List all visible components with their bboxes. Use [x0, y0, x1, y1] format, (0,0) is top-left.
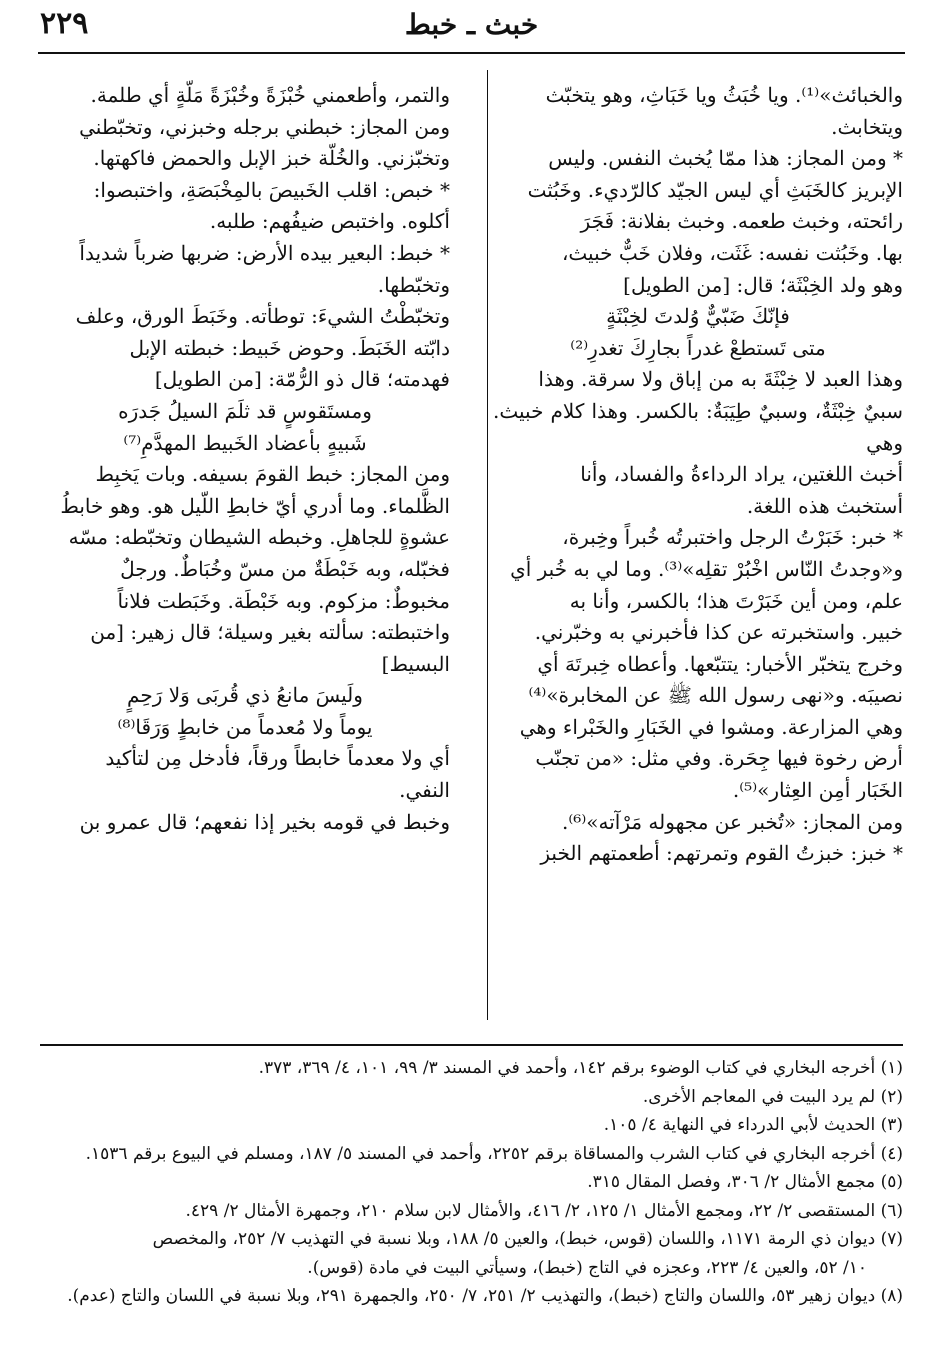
- footnote: (٦) المستقصى ٢/ ٢٢، ومجمع الأمثال ١/ ١٢٥، ٢/ ٤١٦، والأمثال لابن سلام ٢١٠، وجمهرة الأمثال ٢/ ٤٢٩.: [185, 1200, 903, 1221]
- footnote: ١٠/ ٥٢، والعين ٤/ ٢٢٣، وعجزه في التاج (خبط)، وسيأتي البيت في مادة (قوس).: [307, 1257, 867, 1278]
- footnote: (٣) الحديث لأبي الدرداء في النهاية ٤/ ١٠٥.: [603, 1115, 903, 1135]
- text-line: وتخبّطها.: [377, 272, 450, 297]
- text-line: وهذا العبد لا خِبْثَةَ به من إباق ولا سرقة. وهذا: [538, 367, 903, 392]
- text-line: وتخبّطْتُ الشيءَ: توطأته. وخَبَطَ الورق، وعلف: [75, 304, 450, 329]
- text-line: وهي المزارعة. ومشوا في الخَبَارِ والخَبْراء وهي: [519, 714, 903, 739]
- header-rule: [38, 52, 905, 54]
- text-line: أي ولا معدماً خابطاً ورقاً، فأدخل مِن لتأكيد: [105, 746, 450, 771]
- text-line: والخبائث»⁽¹⁾. ويا خُبَثُ ويا خَبَاثِ، وهو يتخبّث: [545, 83, 903, 107]
- text-line: ومن المجاز: «تُخبر عن مجهوله مَرْآته»⁽⁶⁾.: [562, 809, 903, 834]
- text-line: * خبز: خبزتُ القوم وتمرتهم: أطعمتهم الخبز: [540, 841, 903, 866]
- text-line: * خبر: خَبَرْتُ الرجل واختبرتُه خُبراً وخِبرة،: [562, 525, 903, 550]
- text-line: وخرج يتخبّر الأخبار: يتتبّعها. وأعطاه خِبرتَهَ أي: [537, 651, 903, 676]
- text-line: بها. وخَبُثت نفسه: غَثَت، وفلان خَبٌّ خبيث،: [561, 240, 903, 265]
- text-line: فخبّله، وبه خَبْطَةٌ من مسّ وخُبَاطٌ. ورجلٌ: [120, 556, 450, 581]
- footnote: (٨) ديوان زهير ٥٣، واللسان والتاج (خبط)، والتهذيب ٢/ ٢٥١، ٧/ ٢٥٠، والجمهرة ٢٩١، وبلا نسبة في اللسان والتاج (عدم).: [67, 1286, 903, 1306]
- text-line: شَبيهٍ بأعضاد الخَبيط المهدَّمِ⁽⁷⁾: [123, 430, 367, 455]
- footnotes: [40, 1054, 903, 1311]
- page-number: ٢٢٩: [40, 6, 89, 41]
- text-line: رائحته، وخبث طعمه. وخبث بفلانة: فَجَرَ: [580, 209, 903, 234]
- text-line: فهدمته؛ قال ذو الرُّمّة: [من الطويل]: [154, 367, 450, 392]
- text-line: أكلوه. واختبص ضيفُهم: طلبه.: [209, 209, 450, 234]
- text-line: أرض رخوة فيها جِحَرة. وفي مثل: «من تجنّب: [535, 746, 903, 771]
- footnote: (٧) ديوان ذي الرمة ١١٧١، واللسان (قوس، خبط)، والعين ٥/ ١٨٨، وبلا نسبة في التهذيب ٧/ ٢٥٢، والمخصص: [152, 1229, 903, 1249]
- text-line: ومستَقوسٍ قد ثلَمَ السيلُ جَدرَه: [118, 398, 372, 423]
- text-line: نصيبَه. و«نهى رسول الله ﷺ عن المخابرة»⁽⁴⁾: [528, 683, 903, 708]
- text-line: الظَّلماء. وما أدري أيّ خابطِ اللّيل هو. وهو خابطُ: [60, 493, 450, 518]
- footnote: (٢) لم يرد البيت في المعاجم الأخرى.: [642, 1086, 903, 1107]
- text-line: وخبط في قومه بخير إذا نفعهم؛ قال عمرو بن: [79, 809, 450, 834]
- text-line: ويتخابث.: [831, 114, 903, 139]
- footnote: (٥) مجمع الأمثال ٢/ ٣٠٦، وفصل المقال ٣١٥.: [587, 1172, 903, 1192]
- text-line: * خبط: البعير بيده الأرض: ضربها ضرباً شديداً: [79, 240, 450, 265]
- footnote: (٤) أخرجه البخاري في كتاب الشرب والمساقاة برقم ٢٢٥٢، وأحمد في المسند ٥/ ١٨٧، ومسلم في البيوع برقم ١٥٣٦.: [85, 1143, 903, 1164]
- text-line: علم، ومن أين خَبَرْتَ هذا؛ بالكسر، وأنا به: [569, 588, 903, 613]
- footnote-rule: [40, 1044, 903, 1046]
- text-line: خبير. واستخبرته عن كذا فأخبرني به وخبّرني.: [534, 620, 903, 645]
- column-divider: [487, 70, 488, 1020]
- footnote: (١) أخرجه البخاري في كتاب الوضوء برقم ١٤٢، وأحمد في المسند ٣/ ٩٩، ١٠١، ٤/ ٣٦٩، ٣٧٣.: [258, 1058, 903, 1078]
- text-line: متى تَستطعْ غدراً بجارِكَ تغدرِ⁽²⁾: [570, 335, 826, 360]
- text-line: أخبث اللغتين، يراد الرداءةُ والفساد، وأنا: [580, 462, 903, 487]
- text-line: ومن المجاز: خبطني برجله وخبزني، وتخبّطني: [79, 114, 450, 139]
- text-line: البسيط]: [381, 651, 450, 676]
- page-header: [40, 6, 903, 46]
- text-line: و«وجدتُ النّاس اخْبُرْ تقلِه»⁽³⁾. وما لي به خُبر أي: [510, 556, 903, 581]
- text-line: * خبص: اقلب الخَبيصَ بالمِخْبَصَةِ، واختبصوا:: [93, 177, 450, 202]
- text-line: وتخبّزني. والخُلّة خبز الإبل والحمض فاكهتها.: [93, 146, 450, 171]
- text-line: * ومن المجاز: هذا ممّا يُخبث النفس. وليس: [548, 146, 903, 171]
- text-line: وهو ولد الخِبْثَة؛ قال: [من الطويل]: [623, 272, 903, 297]
- text-line: والتمر، وأطعمني خُبْزَةً وخُبْزَةً مَلّةٍ أي طلمة.: [90, 83, 450, 107]
- body-columns: [40, 70, 903, 1020]
- text-line: واختبطته: سألته بغير وسيلة؛ قال زهير: [من: [90, 620, 450, 645]
- text-line: فإنّكَ ضَبّيٌّ وُلدتَ لخِبْثَةٍ: [606, 304, 790, 329]
- running-title: خبث ـ خبط: [404, 8, 539, 41]
- text-line: ولَيسَ مانعُ ذي قُربَى وَلا رَحِمٍ: [127, 683, 363, 708]
- text-line: الإبريز كالخَبَثِ أي ليس الجيّد كالرّديء. وخَبُثت: [527, 177, 903, 202]
- text-line: ومن المجاز: خبط القومَ بسيفه. وبات يَخبِط: [95, 462, 450, 487]
- right-column: [493, 80, 903, 1020]
- text-line: أستخبث هذه اللغة.: [746, 493, 903, 518]
- left-column: [40, 80, 450, 1020]
- text-line: مخبوطٌ: مزكوم. وبه خَبْطَة. وخَبَطت فلاناً: [117, 588, 450, 613]
- text-line: دابّته الخَبَطَ. وحوض خَبيط: خبطته الإبل: [129, 335, 450, 360]
- text-line: يوماً ولا مُعدماً من خابطٍ وَرَقَا⁽⁸⁾: [117, 714, 373, 739]
- text-line: سبيٌ خِبْثَةٌ، وسبيٌ طِيَبَةٌ: بالكسر. وهذا كلام خبيث. وهي: [493, 398, 903, 455]
- text-line: الخَبَار أمِن العِثار»⁽⁵⁾.: [732, 778, 903, 803]
- text-line: عشوةٍ للجاهلِ. وخبطه الشيطان وتخبّطه: مسّه: [68, 525, 450, 550]
- text-line: النفي.: [399, 778, 450, 803]
